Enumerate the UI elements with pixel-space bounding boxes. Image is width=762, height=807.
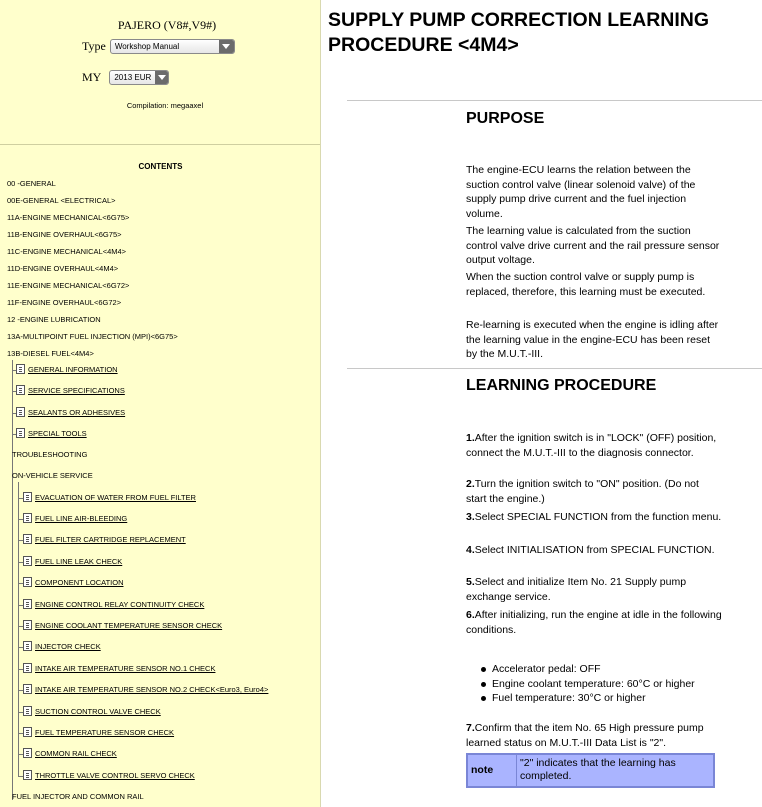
my-label: MY	[82, 70, 102, 84]
toc-doc-item[interactable]	[16, 364, 118, 374]
toc-doc-item[interactable]	[23, 492, 196, 502]
step-text: After initializing, run the engine at idle in the following conditions.	[466, 609, 722, 636]
note-box	[466, 753, 715, 788]
toc-folder-label[interactable]: FUEL INJECTOR AND COMMON RAIL	[12, 792, 144, 801]
toc-doc-link[interactable]: SERVICE SPECIFICATIONS	[28, 385, 125, 395]
toc-doc-item[interactable]	[16, 407, 125, 417]
toc-folder-label[interactable]: TROUBLESHOOTING	[12, 450, 88, 459]
toc-item[interactable]: 11C-ENGINE MECHANICAL<4M4>	[7, 247, 127, 256]
step-text: Select INITIALISATION from SPECIAL FUNCTION.	[474, 544, 715, 556]
toc-doc-item[interactable]	[16, 385, 125, 395]
toc-doc-link[interactable]: SUCTION CONTROL VALVE CHECK	[35, 706, 161, 716]
procedure-step	[466, 608, 722, 637]
toc-item[interactable]: 11E-ENGINE MECHANICAL<6G72>	[7, 281, 130, 290]
step-number: 5.	[466, 576, 475, 588]
step-text: Turn the ignition switch to "ON" position. (Do not start the engine.)	[466, 478, 699, 505]
step-number: 1.	[466, 432, 475, 444]
toc-doc-item[interactable]	[23, 513, 127, 523]
step-number: 7.	[466, 722, 475, 734]
step-number: 3.	[466, 511, 475, 523]
step-text: Select SPECIAL FUNCTION from the function menu.	[474, 511, 722, 523]
document-icon	[23, 513, 32, 523]
note-text: "2" indicates that the learning has completed.	[520, 757, 676, 782]
compilation-credit: Compilation: megaaxel	[126, 101, 204, 110]
toc-doc-link[interactable]: ENGINE CONTROL RELAY CONTINUITY CHECK	[35, 599, 205, 609]
toc-item[interactable]: 11D-ENGINE OVERHAUL<4M4>	[7, 264, 119, 273]
document-icon	[23, 577, 32, 587]
document-icon	[23, 748, 32, 758]
document-icon	[23, 599, 32, 609]
purpose-paragraph: When the suction control valve or supply pump is replaced, therefore, this learning must be executed.	[466, 271, 706, 298]
document-icon	[16, 428, 25, 438]
contents-heading: CONTENTS	[138, 162, 183, 171]
section-divider	[347, 368, 762, 369]
document-icon	[23, 641, 32, 651]
document-icon	[23, 706, 32, 716]
toc-item[interactable]: 00 -GENERAL	[7, 179, 56, 188]
toc-item[interactable]: 11F-ENGINE OVERHAUL<6G72>	[7, 298, 122, 307]
toc-doc-link[interactable]: FUEL TEMPERATURE SENSOR CHECK	[35, 727, 175, 737]
document-icon	[23, 684, 32, 694]
toc-item[interactable]: 11B-ENGINE OVERHAUL<6G75>	[7, 230, 122, 239]
toc-doc-link[interactable]: COMPONENT LOCATION	[35, 577, 124, 587]
toc-doc-link[interactable]: FUEL LINE AIR-BLEEDING	[35, 513, 128, 523]
toc-doc-link[interactable]: INJECTOR CHECK	[35, 641, 101, 651]
toc-doc-item[interactable]	[23, 770, 195, 780]
section-divider	[347, 100, 762, 101]
chevron-down-icon	[155, 71, 168, 84]
condition-item: Accelerator pedal: OFF	[481, 662, 731, 677]
document-icon	[23, 727, 32, 737]
type-row	[82, 39, 235, 54]
document-icon	[23, 492, 32, 502]
my-row	[82, 70, 169, 85]
step-number: 6.	[466, 609, 475, 621]
navigation-frame	[0, 0, 321, 807]
condition-item: Fuel temperature: 30°C or higher	[481, 691, 731, 706]
toc-doc-link[interactable]: SEALANTS OR ADHESIVES	[28, 407, 126, 417]
toc-doc-item[interactable]	[23, 663, 215, 673]
my-select[interactable]	[109, 70, 169, 85]
toc-doc-item[interactable]	[23, 620, 222, 630]
toc-doc-link[interactable]: FUEL FILTER CARTRIDGE REPLACEMENT	[35, 534, 186, 544]
step-text: Select and initialize Item No. 21 Supply pump exchange service.	[466, 576, 687, 603]
toc-doc-item[interactable]	[23, 599, 204, 609]
toc-item[interactable]: 00E-GENERAL <ELECTRICAL>	[7, 196, 116, 205]
toc-folder-on-vehicle-service[interactable]	[12, 471, 93, 480]
model-name: PAJERO (V8#,V9#)	[117, 18, 217, 32]
step-text: Confirm that the item No. 65 High pressure pump learned status on M.U.T.-III Data List is "2".	[466, 722, 704, 749]
condition-item: Engine coolant temperature: 60°C or higher	[481, 677, 731, 692]
purpose-heading: PURPOSE	[466, 110, 545, 127]
document-icon	[23, 663, 32, 673]
document-icon	[23, 770, 32, 780]
toc-doc-link[interactable]: GENERAL INFORMATION	[28, 364, 118, 374]
toc-doc-item[interactable]	[23, 641, 101, 651]
my-select-value: 2013 EUR	[114, 73, 152, 82]
toc-doc-link[interactable]: INTAKE AIR TEMPERATURE SENSOR NO.1 CHECK	[35, 663, 216, 673]
document-icon	[23, 620, 32, 630]
procedure-step	[466, 477, 722, 506]
toc-doc-link[interactable]: EVACUATION OF WATER FROM FUEL FILTER	[35, 492, 196, 502]
procedure-heading: LEARNING PROCEDURE	[466, 377, 657, 394]
toc-doc-link[interactable]: ENGINE COOLANT TEMPERATURE SENSOR CHECK	[35, 620, 223, 630]
document-icon	[16, 385, 25, 395]
step-text: After the ignition switch is in "LOCK" (OFF) position, connect the M.U.T.-III to the diagnosis connector.	[466, 432, 717, 459]
procedure-step	[466, 431, 722, 460]
toc-doc-item[interactable]	[23, 748, 117, 758]
toc-doc-item[interactable]	[16, 428, 87, 438]
note-label: note	[468, 755, 517, 786]
procedure-step	[466, 543, 722, 558]
toc-doc-item[interactable]	[23, 534, 186, 544]
page-title: SUPPLY PUMP CORRECTION LEARNING PROCEDURE <4M4>	[328, 9, 710, 56]
toc-doc-item[interactable]	[23, 556, 122, 566]
toc-doc-link[interactable]: THROTTLE VALVE CONTROL SERVO CHECK	[35, 770, 195, 780]
purpose-paragraph: The engine-ECU learns the relation between the suction control valve (linear solenoid valve) of the supply pump drive current and the fuel injection volume.	[466, 164, 696, 220]
toc-item-diesel-fuel[interactable]: 13B-DIESEL FUEL<4M4>	[7, 349, 94, 358]
step-number: 4.	[466, 544, 475, 556]
chevron-down-icon	[219, 40, 234, 53]
document-icon	[23, 556, 32, 566]
toc-item[interactable]: 13A-MULTIPOINT FUEL INJECTION (MPI)<6G75>	[7, 332, 178, 341]
toc-doc-item[interactable]	[23, 727, 174, 737]
tree-line	[12, 360, 13, 800]
toc-doc-link[interactable]: SPECIAL TOOLS	[28, 428, 87, 438]
document-icon	[16, 364, 25, 374]
purpose-paragraph: Re-learning is executed when the engine is idling after the learning value in the engine-ECU has been reset by the M.U.T.-III.	[466, 319, 719, 360]
toc-item[interactable]: 12 -ENGINE LUBRICATION	[7, 315, 101, 324]
toc-doc-item[interactable]	[23, 706, 161, 716]
toc-doc-item[interactable]	[23, 577, 123, 587]
conditions-list	[481, 662, 731, 706]
step-number: 2.	[466, 478, 475, 490]
procedure-step	[466, 575, 722, 604]
toc-folder-fuel-injector[interactable]	[12, 792, 144, 801]
type-label: Type	[82, 39, 106, 53]
toc-doc-item[interactable]	[23, 684, 268, 694]
toc-folder-troubleshooting[interactable]	[12, 450, 87, 459]
tree-line	[18, 482, 19, 776]
toc-doc-link[interactable]: INTAKE AIR TEMPERATURE SENSOR NO.2 CHECK<Euro3, Euro4>	[35, 684, 269, 694]
type-select[interactable]	[110, 39, 235, 54]
toc-item[interactable]: 11A-ENGINE MECHANICAL<6G75>	[7, 213, 130, 222]
toc-doc-link[interactable]: FUEL LINE LEAK CHECK	[35, 556, 123, 566]
document-icon	[23, 534, 32, 544]
toc-folder-label[interactable]: ON-VEHICLE SERVICE	[12, 471, 93, 480]
toc-doc-link[interactable]: COMMON RAIL CHECK	[35, 748, 117, 758]
procedure-step	[466, 721, 722, 750]
document-icon	[16, 407, 25, 417]
type-select-value: Workshop Manual	[114, 42, 180, 51]
procedure-step	[466, 510, 722, 525]
document-content	[321, 0, 762, 807]
manual-selector	[0, 0, 320, 145]
purpose-paragraph: The learning value is calculated from the suction control valve drive current and the rail pressure sensor output voltage.	[466, 225, 720, 266]
